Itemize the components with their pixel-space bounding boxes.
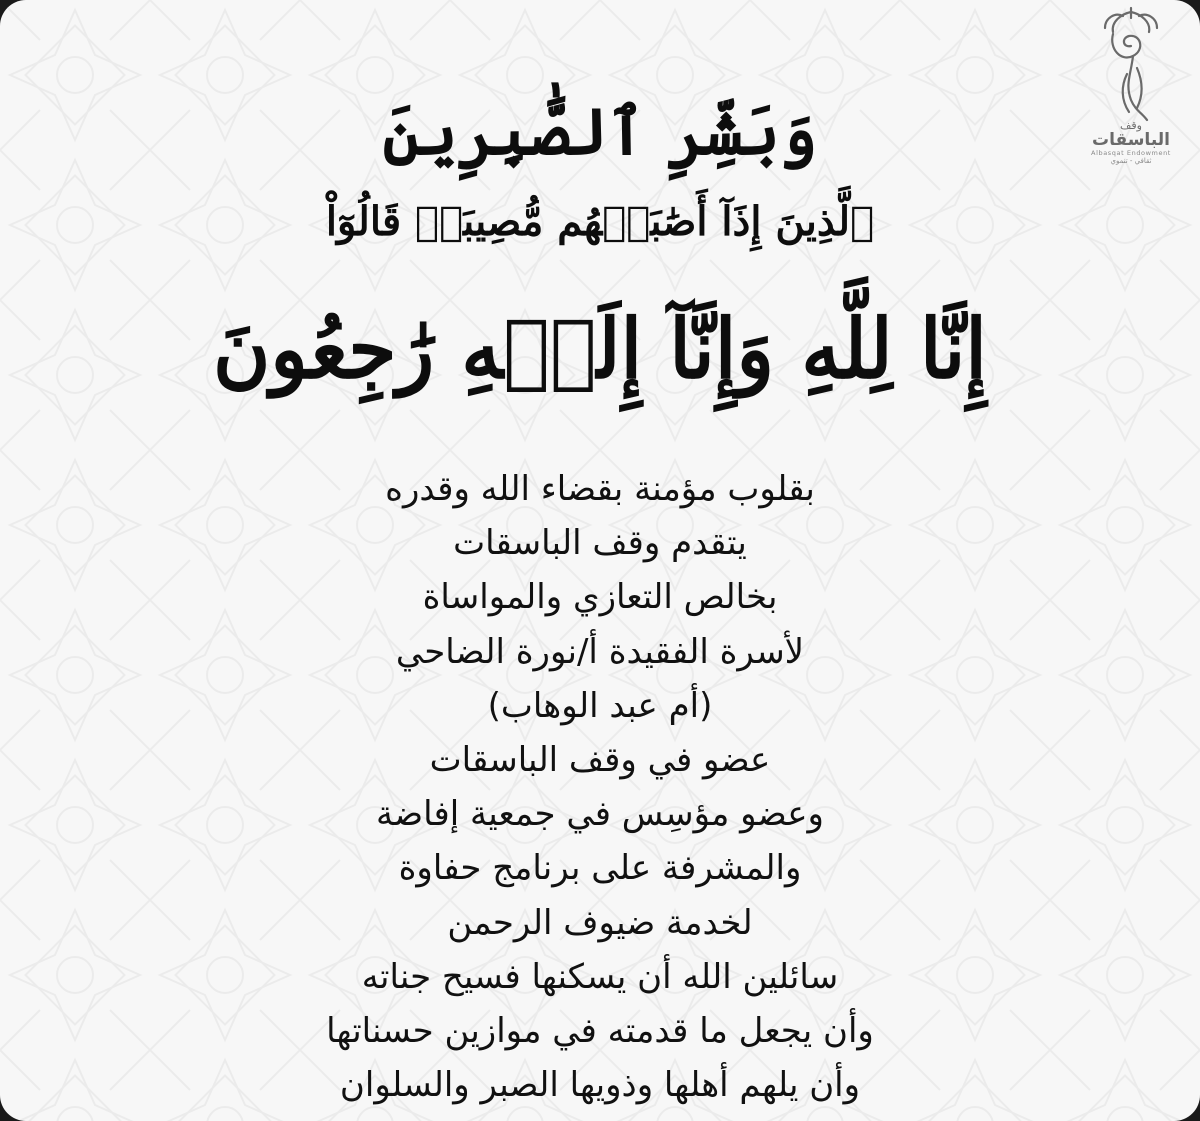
message-line: يتقدم وقف الباسقات xyxy=(453,523,747,564)
message-line: لأسرة الفقيدة أ/نورة الضاحي xyxy=(395,631,805,672)
message-line: عضو في وقف الباسقات xyxy=(429,740,771,781)
logo-name: الباسقات xyxy=(1092,130,1170,150)
message-line: وأن يلهم أهلها وذويها الصبر والسلوان xyxy=(339,1065,861,1106)
quran-verse-calligraphy: إِنَّا لِلَّهِ وَإِنَّآ إِلَيۡهِ رَٰجِعُونَ xyxy=(213,301,987,398)
quran-verse-line: ٱلَّذِينَ إِذَآ أَصَٰبَتۡهُم مُّصِيبَةٞ قَالُوٓاْ xyxy=(325,198,875,245)
logo-tagline: ثقافي - تنموي xyxy=(1110,157,1152,165)
message-line: سائلين الله أن يسكنها فسيح جناته xyxy=(361,956,839,997)
message-line: وأن يجعل ما قدمته في موازين حسناتها xyxy=(326,1011,874,1052)
message-line: لخدمة ضيوف الرحمن xyxy=(447,902,753,943)
message-line: بخالص التعازي والمواساة xyxy=(422,577,778,618)
message-line: بقلوب مؤمنة بقضاء الله وقدره xyxy=(385,469,815,509)
logo-english-name: Albasqat Endowment xyxy=(1091,149,1171,157)
message-line: (أم عبد الوهاب) xyxy=(487,685,713,726)
message-line: والمشرفة على برنامج حفاوة xyxy=(398,848,802,889)
condolence-message xyxy=(0,462,1200,1112)
quran-verse-heading: وَبَشِّرِ ٱلصَّٰبِرِينَ xyxy=(382,95,818,170)
logo-small-label: وقف xyxy=(1120,119,1142,132)
message-line: وعضو مؤسِس في جمعية إفاضة xyxy=(376,794,824,835)
